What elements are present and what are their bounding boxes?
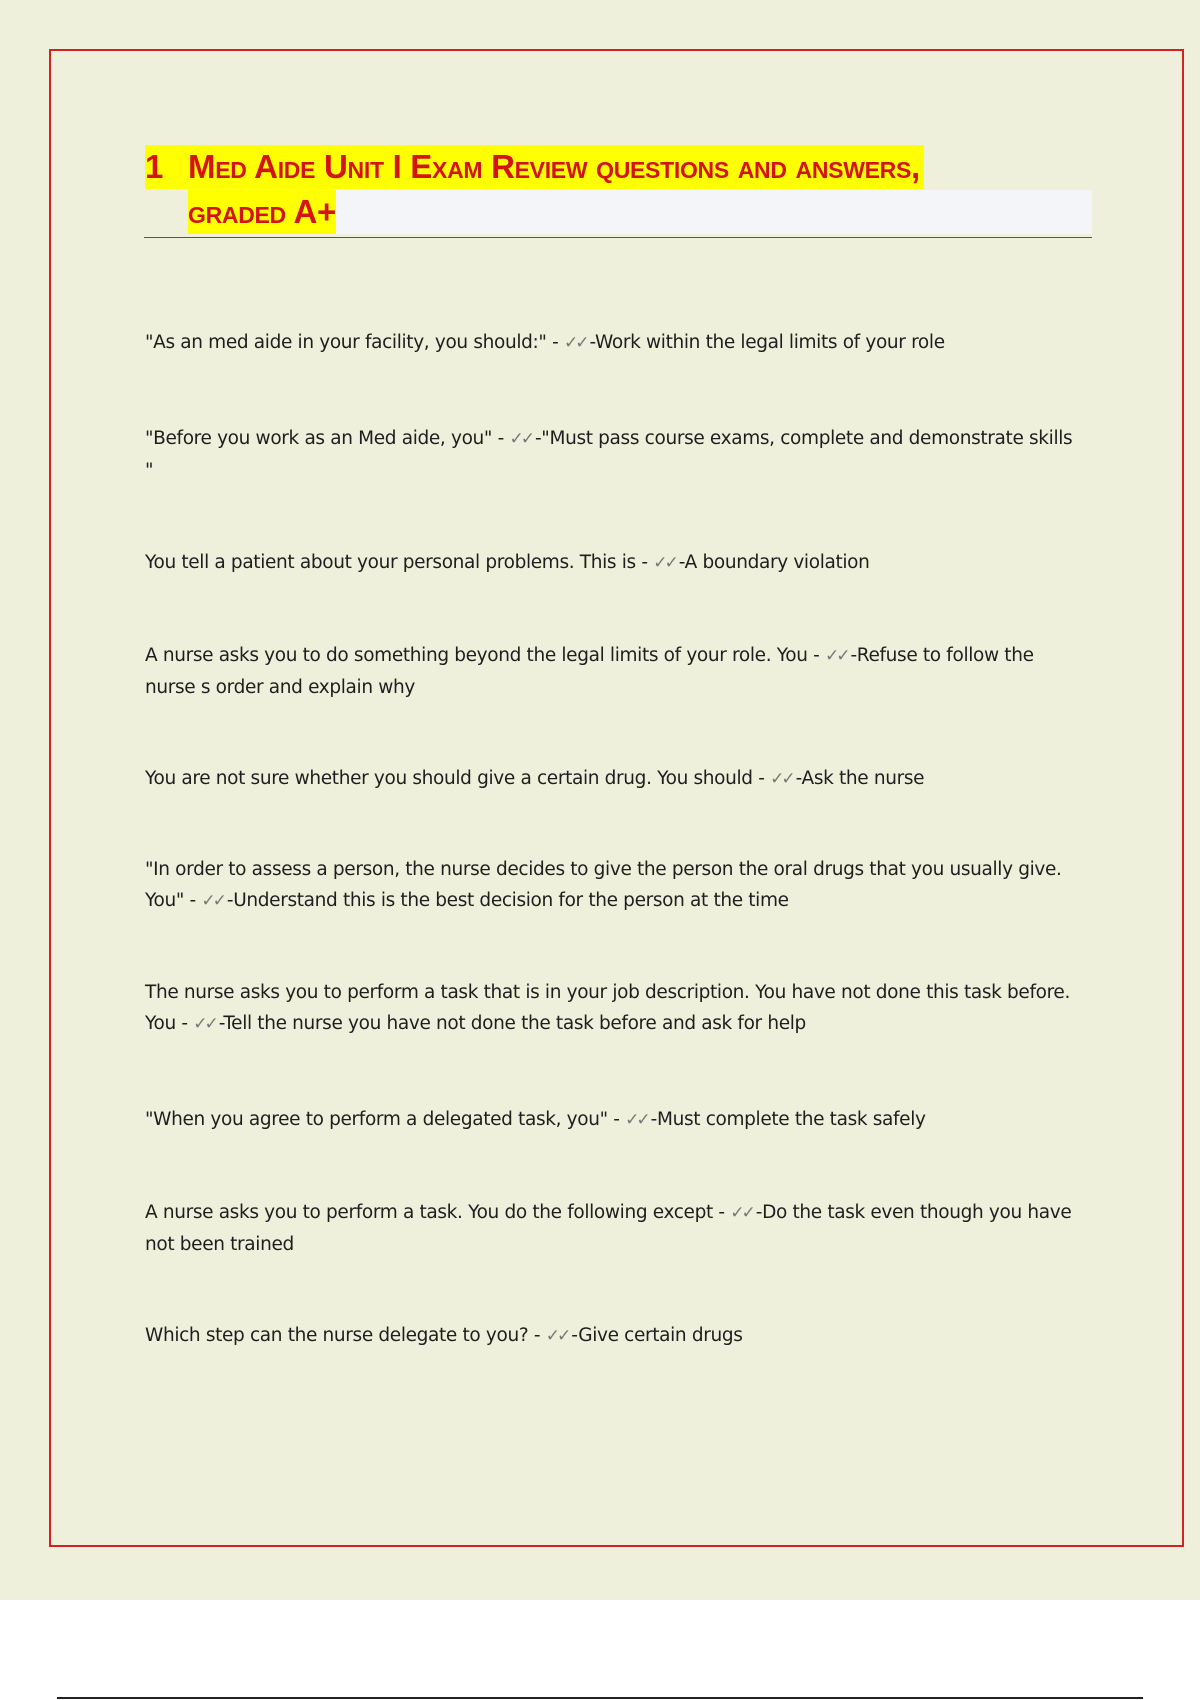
double-check-icon: ✓✓: [563, 333, 587, 353]
answer-text: -A boundary violation: [678, 552, 870, 573]
double-check-icon: ✓✓: [653, 553, 676, 573]
double-check-icon: ✓✓: [545, 1326, 569, 1346]
double-check-icon: ✓✓: [509, 429, 532, 449]
answer-text: -Do the task even though you have not been trained: [145, 1202, 1072, 1255]
answer-text: -Must complete the task safely: [650, 1109, 926, 1130]
question-text: You are not sure whether you should give a certain drug. You should -: [145, 768, 771, 789]
double-check-icon: ✓✓: [193, 1014, 216, 1034]
answer-text: -Work within the legal limits of your role: [589, 332, 945, 353]
question-text: "As an med aide in your facility, you should:" -: [145, 332, 564, 353]
double-check-icon: ✓✓: [824, 646, 848, 666]
answer-text: -Refuse to follow the nurse s order and explain why: [145, 645, 1034, 698]
title-number: 1: [145, 145, 189, 189]
question-text: The nurse asks you to perform a task that is in your job description. You have not done this task before. You -: [145, 982, 1070, 1034]
question-text: A nurse asks you to perform a task. You do the following except -: [145, 1202, 731, 1223]
qa-item: [145, 854, 1085, 917]
double-check-icon: ✓✓: [770, 769, 793, 789]
qa-item: [145, 640, 1085, 703]
qa-item: [145, 423, 1085, 486]
qa-item: [145, 547, 1085, 579]
qa-item: [145, 327, 1085, 359]
question-text: "In order to assess a person, the nurse decides to give the person the oral drugs that you usually give. You" -: [145, 859, 1062, 911]
answer-text: -Tell the nurse you have not done the task before and ask for help: [218, 1013, 806, 1034]
title-line-1: Med Aide Unit I Exam Review questions and answers,: [188, 145, 924, 189]
double-check-icon: ✓✓: [201, 891, 224, 911]
question-text: "Before you work as an Med aide, you" -: [145, 428, 510, 449]
answer-text: -Ask the nurse: [795, 768, 925, 789]
answer-text: -"Must pass course exams, complete and demonstrate skills ": [145, 428, 1073, 481]
question-text: You tell a patient about your personal problems. This is -: [145, 552, 654, 573]
qa-item: [145, 1320, 1085, 1352]
question-text: A nurse asks you to do something beyond the legal limits of your role. You -: [145, 645, 825, 666]
double-check-icon: ✓✓: [625, 1110, 648, 1130]
double-check-icon: ✓✓: [730, 1203, 753, 1223]
title-line-2: graded A+: [188, 190, 336, 234]
question-text: "When you agree to perform a delegated task, you" -: [145, 1109, 626, 1130]
question-text: Which step can the nurse delegate to you? -: [145, 1325, 546, 1346]
answer-text: -Give certain drugs: [571, 1325, 743, 1346]
qa-item: [145, 1197, 1085, 1260]
qa-item: [145, 763, 1085, 795]
answer-text: -Understand this is the best decision for the person at the time: [226, 890, 789, 911]
document-title: [144, 145, 1092, 238]
qa-item: [145, 1104, 1085, 1136]
footer-divider: [57, 1697, 1143, 1699]
qa-item: [145, 977, 1085, 1040]
